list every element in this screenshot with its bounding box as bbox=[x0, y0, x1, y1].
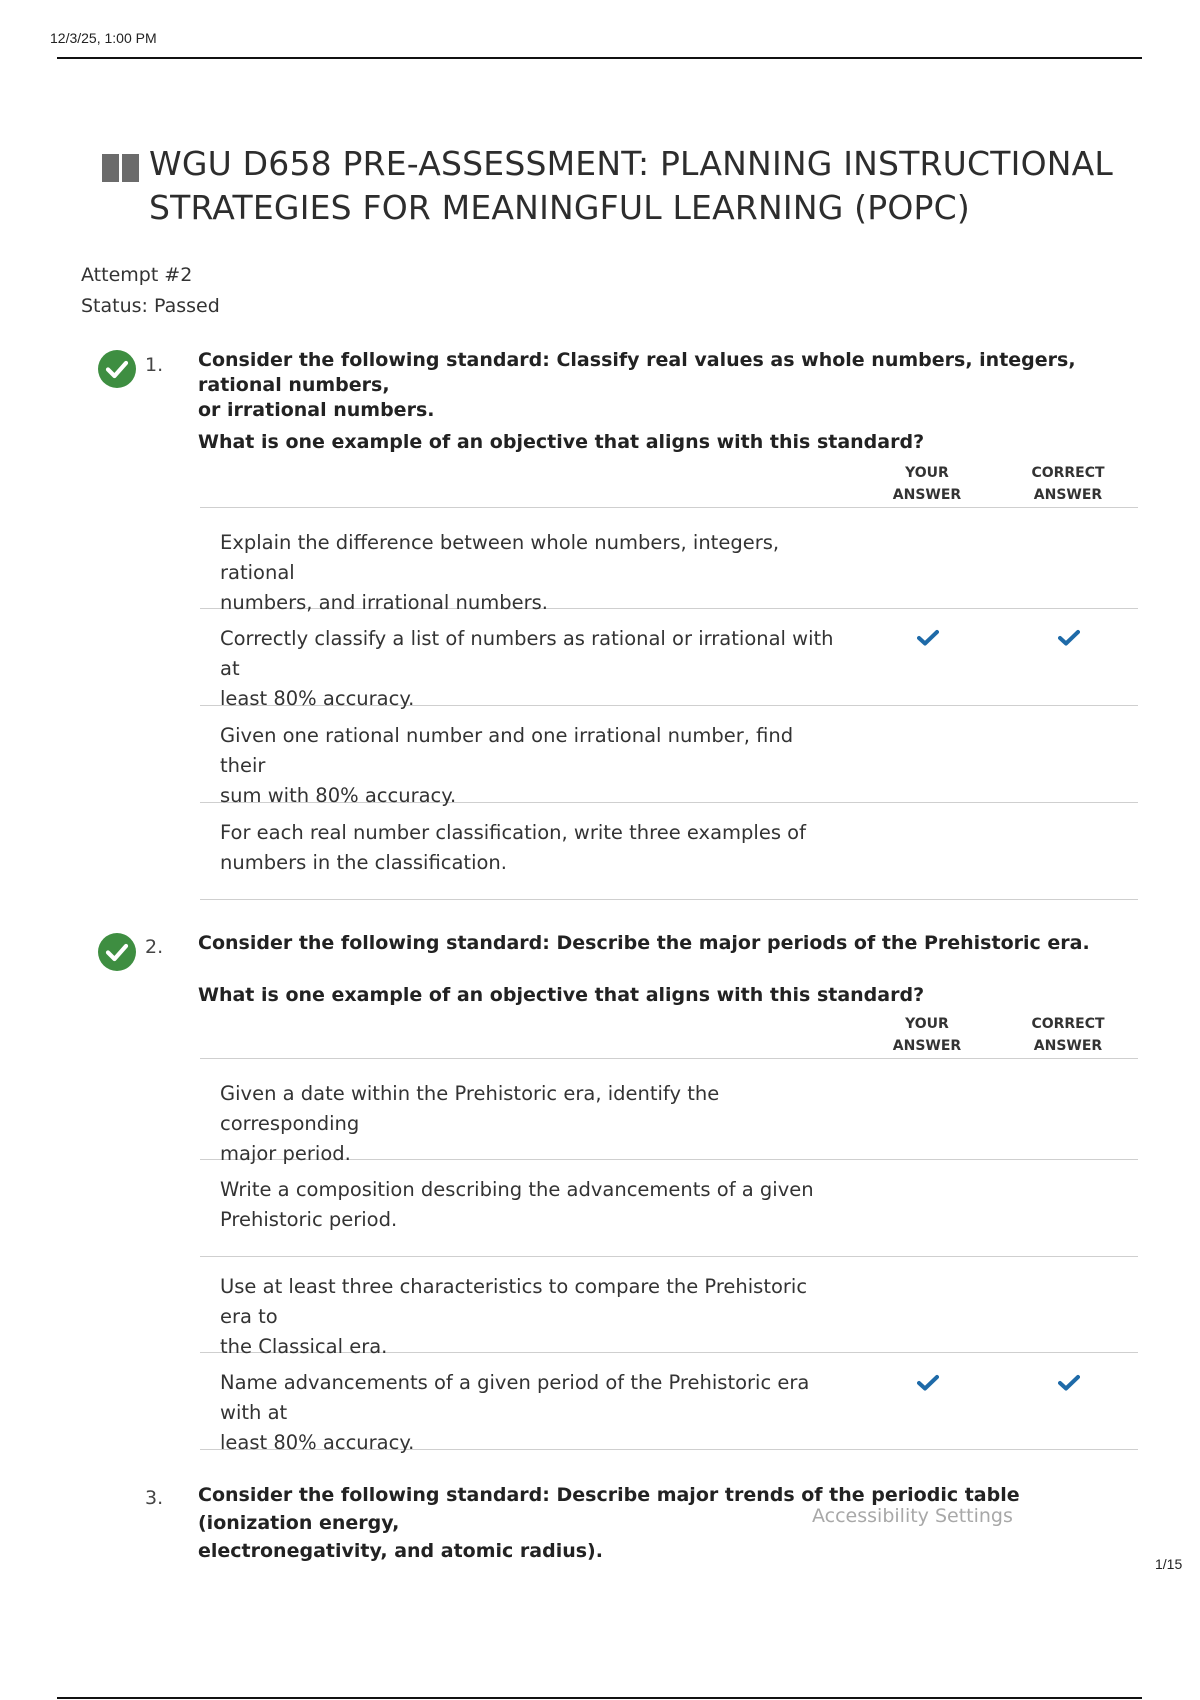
your-answer-header-line-1: YOUR bbox=[905, 1016, 949, 1032]
print-datetime: 12/3/25, 1:00 PM bbox=[50, 30, 157, 46]
your-answer-header bbox=[877, 462, 977, 506]
answer-option-line-2: numbers in the classification. bbox=[220, 851, 507, 874]
page-title bbox=[149, 142, 1139, 230]
answer-option-text bbox=[220, 1272, 840, 1362]
answer-option-row bbox=[200, 706, 1138, 807]
answer-option-text bbox=[220, 1368, 840, 1458]
answer-option-row bbox=[200, 508, 1138, 614]
correct-answer-header-line-1: CORRECT bbox=[1031, 465, 1105, 481]
answer-option-line-1: Explain the difference between whole numbers, integers, rational bbox=[220, 531, 780, 584]
answer-option-line-1: Name advancements of a given period of the Prehistoric era with at bbox=[220, 1371, 810, 1424]
correct-check-icon bbox=[98, 350, 136, 388]
answer-option-text bbox=[220, 624, 840, 714]
answer-option-line-1: Write a composition describing the advancements of a given bbox=[220, 1178, 814, 1201]
answer-option-text bbox=[220, 528, 840, 618]
your-answer-check-icon bbox=[917, 629, 939, 647]
correct-answer-check-icon bbox=[1058, 1374, 1080, 1392]
your-answer-header-line-2: ANSWER bbox=[892, 1038, 962, 1054]
answer-option-row bbox=[200, 1059, 1138, 1165]
question-prompt: What is one example of an objective that aligns with this standard? bbox=[198, 984, 925, 1006]
answer-option-line-2: Prehistoric period. bbox=[220, 1208, 398, 1231]
page-number: 1/15 bbox=[1155, 1556, 1183, 1572]
your-answer-header-line-2: ANSWER bbox=[892, 487, 962, 503]
answer-option-row bbox=[200, 803, 1138, 900]
your-answer-header-line-1: YOUR bbox=[905, 465, 949, 481]
header-divider bbox=[57, 57, 1142, 59]
accessibility-settings-link[interactable]: Accessibility Settings bbox=[812, 1505, 1013, 1527]
your-answer-header bbox=[877, 1013, 977, 1057]
correct-check-icon bbox=[98, 933, 136, 971]
answer-option-line-1: For each real number classification, write three examples of bbox=[220, 821, 806, 844]
attempt-status: Status: Passed bbox=[81, 295, 220, 317]
question-number: 1. bbox=[145, 354, 164, 376]
attempt-number: Attempt #2 bbox=[81, 264, 193, 286]
question-stem-line-1: Consider the following standard: Classify real values as whole numbers, integers, rational numbers, bbox=[198, 349, 1076, 396]
question-stem-line-2: or irrational numbers. bbox=[198, 399, 435, 421]
question-number: 2. bbox=[145, 936, 164, 958]
answer-option-text bbox=[220, 1175, 840, 1235]
answer-option-line-1: Use at least three characteristics to compare the Prehistoric era to bbox=[220, 1275, 808, 1328]
correct-answer-header-line-2: ANSWER bbox=[1033, 1038, 1103, 1054]
question-stem-line-2: electronegativity, and atomic radius). bbox=[198, 1540, 603, 1562]
footer-divider bbox=[57, 1697, 1142, 1699]
answer-option-line-2: numbers, and irrational numbers. bbox=[220, 591, 548, 614]
question-stem-line-1: Consider the following standard: Describe the major periods of the Prehistoric era. bbox=[198, 932, 1090, 954]
question-prompt: What is one example of an objective that aligns with this standard? bbox=[198, 431, 925, 453]
question-stem bbox=[198, 348, 1108, 423]
answer-option-line-2: least 80% accuracy. bbox=[220, 1431, 415, 1454]
answer-option-row bbox=[200, 1160, 1138, 1257]
page-title-line-1: WGU D658 PRE-ASSESSMENT: PLANNING INSTRUCTIONAL bbox=[149, 144, 1113, 183]
correct-answer-header bbox=[1018, 1013, 1118, 1057]
your-answer-check-icon bbox=[917, 1374, 939, 1392]
question-number: 3. bbox=[145, 1487, 164, 1509]
answer-option-line-1: Correctly classify a list of numbers as rational or irrational with at bbox=[220, 627, 834, 680]
answer-option-row bbox=[200, 1353, 1138, 1454]
answer-option-text bbox=[220, 721, 840, 811]
question-stem-line-1: Consider the following standard: Describe major trends of the periodic table (ionization energy, bbox=[198, 1484, 1020, 1534]
answer-option-row bbox=[200, 609, 1138, 710]
question-stem bbox=[198, 931, 1108, 956]
correct-answer-header-line-2: ANSWER bbox=[1033, 487, 1103, 503]
answer-option-text bbox=[220, 1079, 840, 1169]
answer-option-line-1: Given a date within the Prehistoric era, identify the corresponding bbox=[220, 1082, 720, 1135]
answer-option-line-2: sum with 80% accuracy. bbox=[220, 784, 457, 807]
correct-answer-header-line-1: CORRECT bbox=[1031, 1016, 1105, 1032]
answer-option-line-2: the Classical era. bbox=[220, 1335, 388, 1358]
answer-option-row bbox=[200, 1257, 1138, 1358]
page-title-line-2: STRATEGIES FOR MEANINGFUL LEARNING (POPC) bbox=[149, 188, 970, 227]
answer-option-line-1: Given one rational number and one irrational number, find their bbox=[220, 724, 794, 777]
correct-answer-header bbox=[1018, 462, 1118, 506]
answer-option-line-2: least 80% accuracy. bbox=[220, 687, 415, 710]
book-icon bbox=[102, 154, 139, 182]
correct-answer-check-icon bbox=[1058, 629, 1080, 647]
answer-option-line-2: major period. bbox=[220, 1142, 351, 1165]
answer-option-text bbox=[220, 818, 840, 878]
